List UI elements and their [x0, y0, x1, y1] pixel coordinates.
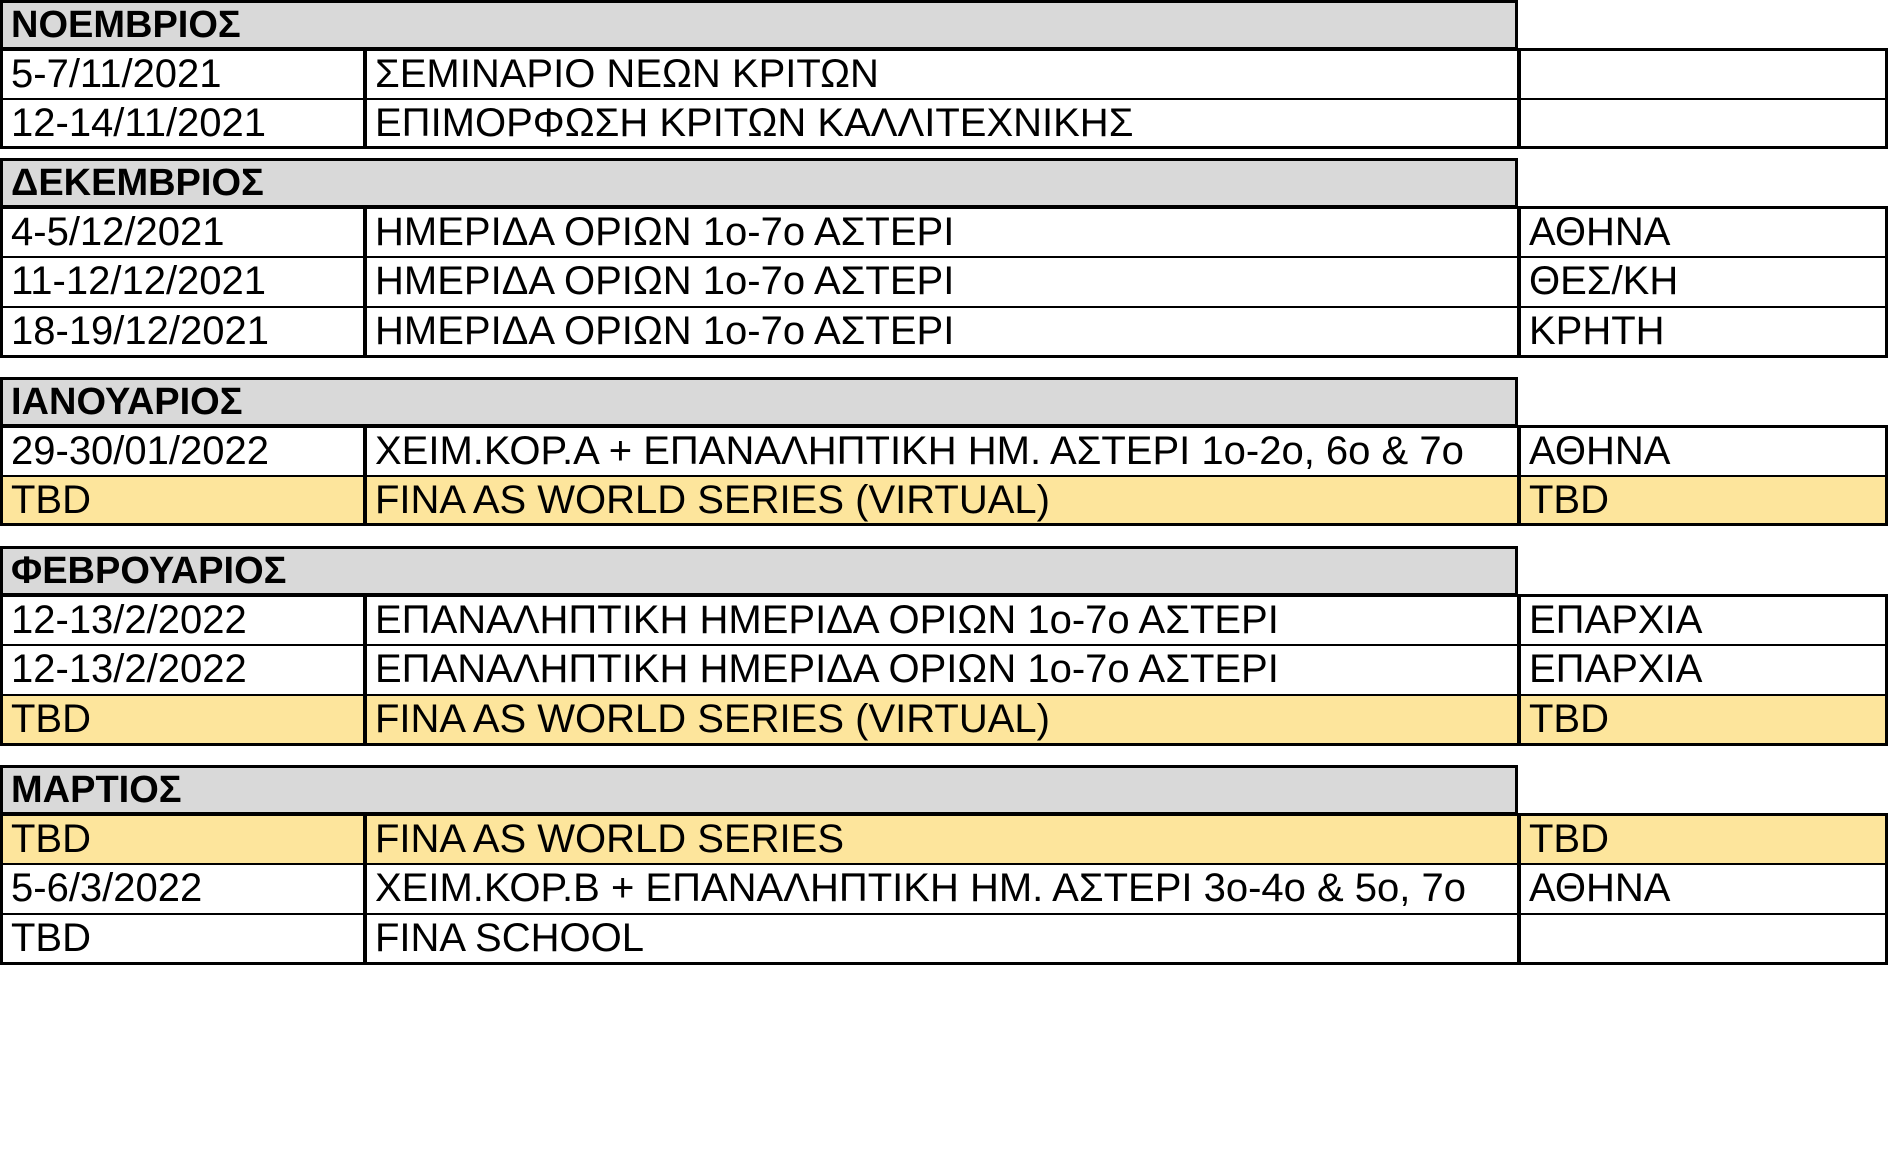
table-row [0, 594, 1888, 645]
table-row [0, 864, 1888, 915]
event-name: ΧΕΙΜ.ΚΟΡ.Β + ΕΠΑΝΑΛΗΠΤΙΚΗ ΗΜ. ΑΣΤΕΡΙ 3ο-4ο & 5ο, 7ο [366, 864, 1518, 915]
event-name: ΕΠΙΜΟΡΦΩΣΗ ΚΡΙΤΩΝ ΚΑΛΛΙΤΕΧΝΙΚΗΣ [366, 99, 1518, 150]
table-row [0, 476, 1888, 527]
event-location: ΕΠΑΡΧΙΑ [1518, 645, 1888, 696]
event-date: 12-14/11/2021 [0, 99, 366, 150]
month-header: ΔΕΚΕΜΒΡΙΟΣ [0, 158, 1518, 206]
event-date: 12-13/2/2022 [0, 645, 366, 696]
event-name: ΗΜΕΡΙΔΑ ΟΡΙΩΝ 1ο-7ο ΑΣΤΕΡΙ [366, 206, 1518, 257]
month-header: ΝΟΕΜΒΡΙΟΣ [0, 0, 1518, 48]
event-location [1518, 914, 1888, 965]
month-header: ΙΑΝΟΥΑΡΙΟΣ [0, 377, 1518, 425]
event-location: ΕΠΑΡΧΙΑ [1518, 594, 1888, 645]
table-row [0, 99, 1888, 150]
table-row [0, 257, 1888, 308]
event-location [1518, 99, 1888, 150]
event-name: ΗΜΕΡΙΔΑ ΟΡΙΩΝ 1ο-7ο ΑΣΤΕΡΙ [366, 307, 1518, 358]
event-date: 29-30/01/2022 [0, 425, 366, 476]
event-name: FINA AS WORLD SERIES (VIRTUAL) [366, 695, 1518, 746]
event-name: FINA SCHOOL [366, 914, 1518, 965]
event-date: 18-19/12/2021 [0, 307, 366, 358]
event-date: 5-7/11/2021 [0, 48, 366, 99]
table-row [0, 695, 1888, 746]
event-date: 5-6/3/2022 [0, 864, 366, 915]
event-date: 12-13/2/2022 [0, 594, 366, 645]
event-date: 4-5/12/2021 [0, 206, 366, 257]
table-row [0, 206, 1888, 257]
event-location: ΑΘΗΝΑ [1518, 206, 1888, 257]
event-location: ΑΘΗΝΑ [1518, 425, 1888, 476]
event-date: TBD [0, 476, 366, 527]
table-row [0, 425, 1888, 476]
table-row [0, 645, 1888, 696]
table-row [0, 307, 1888, 358]
event-location [1518, 48, 1888, 99]
table-row [0, 914, 1888, 965]
event-date: TBD [0, 813, 366, 864]
event-location: TBD [1518, 695, 1888, 746]
event-date: TBD [0, 914, 366, 965]
event-location: ΚΡΗΤΗ [1518, 307, 1888, 358]
event-location: ΘΕΣ/ΚΗ [1518, 257, 1888, 308]
event-name: FINA AS WORLD SERIES [366, 813, 1518, 864]
event-name: FINA AS WORLD SERIES (VIRTUAL) [366, 476, 1518, 527]
event-date: 11-12/12/2021 [0, 257, 366, 308]
table-row [0, 813, 1888, 864]
event-location: TBD [1518, 476, 1888, 527]
event-name: ΗΜΕΡΙΔΑ ΟΡΙΩΝ 1ο-7ο ΑΣΤΕΡΙ [366, 257, 1518, 308]
event-name: ΕΠΑΝΑΛΗΠΤΙΚΗ ΗΜΕΡΙΔΑ ΟΡΙΩΝ 1ο-7ο ΑΣΤΕΡΙ [366, 594, 1518, 645]
event-date: TBD [0, 695, 366, 746]
event-location: ΑΘΗΝΑ [1518, 864, 1888, 915]
event-name: ΕΠΑΝΑΛΗΠΤΙΚΗ ΗΜΕΡΙΔΑ ΟΡΙΩΝ 1ο-7ο ΑΣΤΕΡΙ [366, 645, 1518, 696]
event-location: TBD [1518, 813, 1888, 864]
month-header: ΜΑΡΤΙΟΣ [0, 765, 1518, 813]
month-header: ΦΕΒΡΟΥΑΡΙΟΣ [0, 546, 1518, 594]
table-row [0, 48, 1888, 99]
event-name: ΧΕΙΜ.ΚΟΡ.Α + ΕΠΑΝΑΛΗΠΤΙΚΗ ΗΜ. ΑΣΤΕΡΙ 1ο-2ο, 6ο & 7ο [366, 425, 1518, 476]
event-name: ΣΕΜΙΝΑΡΙΟ ΝΕΩΝ ΚΡΙΤΩΝ [366, 48, 1518, 99]
